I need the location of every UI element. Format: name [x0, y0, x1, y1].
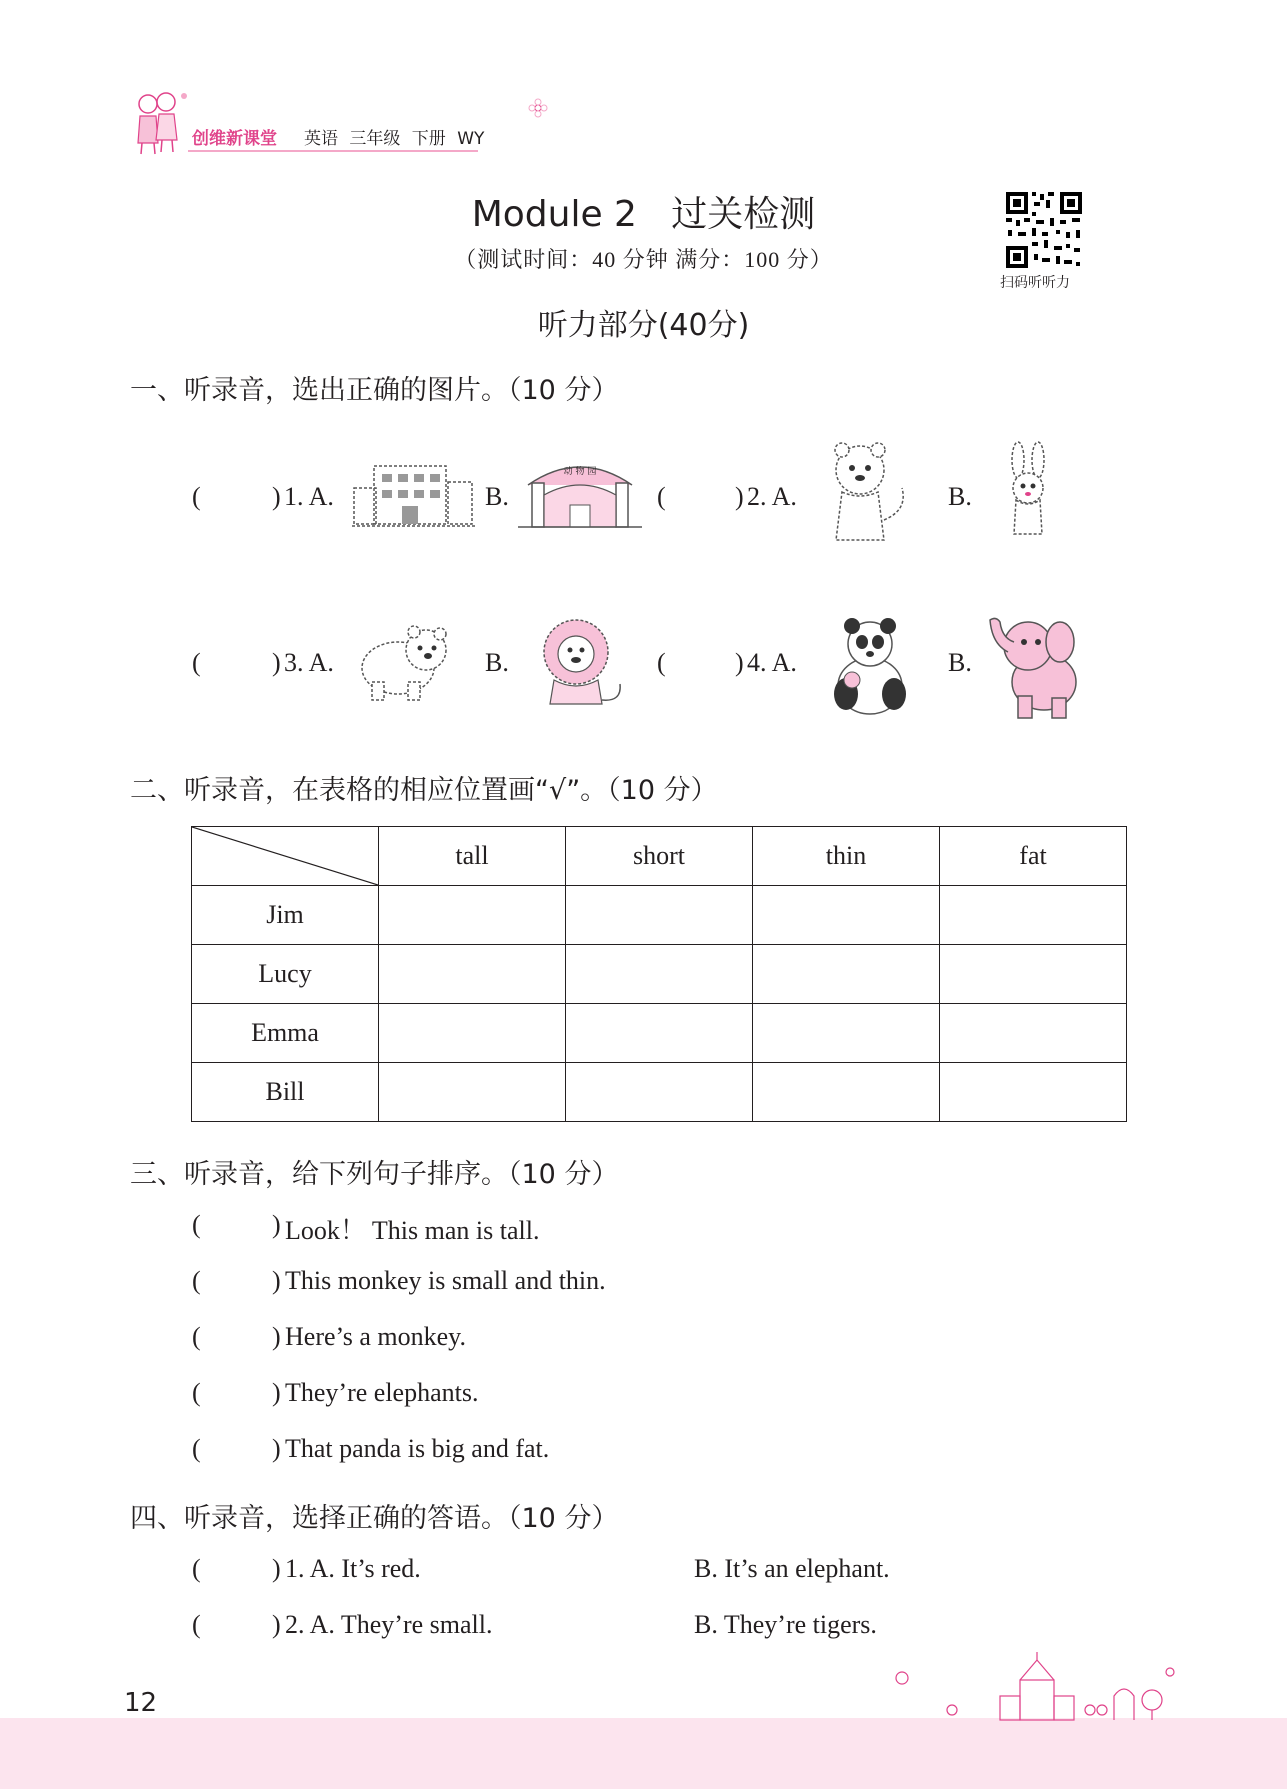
page-header — [128, 88, 648, 158]
row-header: Lucy — [192, 945, 379, 1004]
answer-paren-close: ) — [272, 1210, 281, 1239]
book-info: 英语 三年级 下册 WY — [304, 129, 485, 149]
answer-paren-close: ) — [272, 1266, 281, 1295]
q1-item-3-label: 3. A. — [284, 648, 334, 677]
answer-paren-open[interactable]: ( — [657, 482, 666, 511]
q3-sentence: Look！ This man is tall. — [285, 1216, 540, 1245]
answer-cell[interactable] — [753, 1063, 940, 1122]
q1-heading: 一、听录音，选出正确的图片。（10 分） — [130, 375, 619, 406]
table-row — [192, 1004, 1127, 1063]
answer-paren-open[interactable]: ( — [192, 1554, 201, 1583]
answer-paren-close: ) — [735, 648, 744, 677]
page-number: 12 — [124, 1688, 158, 1718]
table-row — [192, 886, 1127, 945]
q3-sentence: That panda is big and fat. — [285, 1434, 550, 1463]
column-header: tall — [379, 827, 566, 886]
polar-bear-icon — [358, 620, 458, 704]
answer-paren-close: ) — [272, 1434, 281, 1463]
tiger-icon — [818, 440, 918, 550]
answer-paren-open[interactable]: ( — [192, 1266, 201, 1295]
answer-cell[interactable] — [379, 886, 566, 945]
q1-item-3-option-b: B. — [485, 648, 509, 677]
answer-paren-close: ) — [272, 1610, 281, 1639]
table-header-row — [192, 827, 1127, 886]
qr-caption: 扫码听听力 — [1000, 275, 1070, 291]
header-divider — [188, 150, 478, 152]
panda-icon — [826, 614, 914, 718]
answer-cell[interactable] — [940, 1063, 1127, 1122]
answer-cell[interactable] — [940, 886, 1127, 945]
answer-paren-open[interactable]: ( — [192, 648, 201, 677]
answer-cell[interactable] — [753, 945, 940, 1004]
row-header: Emma — [192, 1004, 379, 1063]
answer-cell[interactable] — [566, 886, 753, 945]
q4-option-b: B. It’s an elephant. — [694, 1554, 890, 1583]
qr-code-icon[interactable] — [1004, 190, 1084, 270]
q4-option-b: B. They’re tigers. — [694, 1610, 877, 1639]
q4-option-a: 1. A. It’s red. — [285, 1554, 421, 1583]
q4-option-a: 2. A. They’re small. — [285, 1610, 493, 1639]
answer-paren-close: ) — [272, 482, 281, 511]
answer-paren-close: ) — [272, 1554, 281, 1583]
answer-cell[interactable] — [379, 1004, 566, 1063]
table-corner-cell — [192, 827, 379, 886]
footer-band — [0, 1718, 1287, 1789]
brand-name: 创维新课堂 — [192, 129, 277, 149]
answer-paren-close: ) — [272, 648, 281, 677]
kids-mascot-icon — [128, 88, 192, 156]
answer-paren-close: ) — [272, 1378, 281, 1407]
answer-paren-open[interactable]: ( — [192, 1210, 201, 1239]
answer-paren-open[interactable]: ( — [192, 1434, 201, 1463]
q1-item-2-label: 2. A. — [747, 482, 797, 511]
q2-heading: 二、听录音，在表格的相应位置画“√”。（10 分） — [130, 775, 718, 806]
zoo-sign-text: 动 物 园 — [563, 467, 597, 477]
answer-cell[interactable] — [940, 945, 1127, 1004]
diagonal-line — [192, 827, 378, 885]
q1-item-4-option-b: B. — [948, 648, 972, 677]
answer-paren-open[interactable]: ( — [192, 1378, 201, 1407]
q1-item-1-label: 1. A. — [284, 482, 334, 511]
q1-item-2-option-b: B. — [948, 482, 972, 511]
section-title-listening: 听力部分(40分) — [537, 308, 750, 343]
answer-cell[interactable] — [566, 1004, 753, 1063]
q3-sentence: This monkey is small and thin. — [285, 1266, 606, 1295]
table-row — [192, 1063, 1127, 1122]
column-header: short — [566, 827, 753, 886]
row-header: Jim — [192, 886, 379, 945]
answer-cell[interactable] — [753, 1004, 940, 1063]
rabbit-icon — [996, 440, 1060, 544]
column-header: thin — [753, 827, 940, 886]
q3-sentence: Here’s a monkey. — [285, 1322, 466, 1351]
answer-paren-close: ) — [272, 1322, 281, 1351]
answer-paren-open[interactable]: ( — [657, 648, 666, 677]
school-building-icon — [352, 452, 476, 538]
column-header: fat — [940, 827, 1127, 886]
elephant-icon — [986, 606, 1086, 722]
answer-cell[interactable] — [566, 1063, 753, 1122]
q1-item-1-option-b: B. — [485, 482, 509, 511]
q1-item-4-label: 4. A. — [747, 648, 797, 677]
q3-heading: 三、听录音，给下列句子排序。（10 分） — [130, 1159, 619, 1190]
answer-paren-close: ) — [735, 482, 744, 511]
q4-heading: 四、听录音，选择正确的答语。（10 分） — [130, 1503, 619, 1534]
castle-decoration-icon — [880, 1650, 1180, 1722]
table-row — [192, 945, 1127, 1004]
answer-table — [191, 826, 1127, 1122]
q3-sentence: They’re elephants. — [285, 1378, 479, 1407]
answer-cell[interactable] — [940, 1004, 1127, 1063]
answer-paren-open[interactable]: ( — [192, 482, 201, 511]
zoo-gate-icon — [518, 455, 642, 535]
lion-icon — [532, 614, 628, 714]
answer-cell[interactable] — [379, 945, 566, 1004]
answer-paren-open[interactable]: ( — [192, 1322, 201, 1351]
answer-cell[interactable] — [566, 945, 753, 1004]
answer-cell[interactable] — [753, 886, 940, 945]
flower-decoration-icon — [528, 98, 548, 118]
row-header: Bill — [192, 1063, 379, 1122]
test-info: （测试时间：40 分钟 满分：100 分） — [454, 247, 833, 272]
page-title: Module 2 过关检测 — [471, 194, 816, 235]
answer-cell[interactable] — [379, 1063, 566, 1122]
answer-paren-open[interactable]: ( — [192, 1610, 201, 1639]
